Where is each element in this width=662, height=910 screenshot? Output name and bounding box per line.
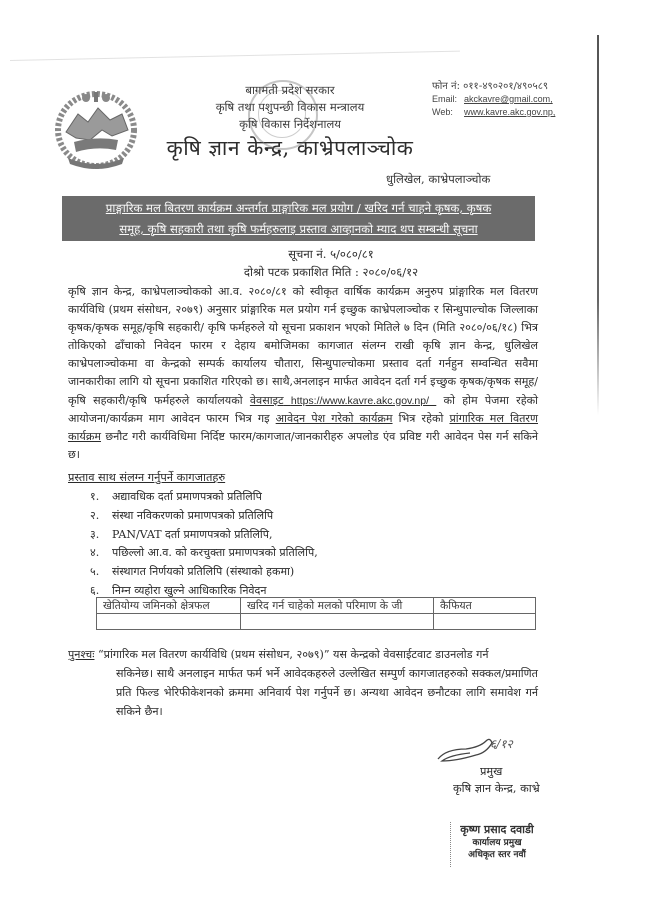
email-link[interactable]: akckavre@gmail.com, [464, 94, 553, 104]
page-edge-line [597, 35, 599, 415]
office-location: धुलिखेल, काभ्रेपलाञ्चोक [386, 172, 491, 186]
attachments-title: प्रस्ताव साथ संलग्न गर्नुपर्ने कागजातहरु [68, 471, 226, 484]
website-link[interactable]: www.kavre.akc.gov.np, [464, 107, 556, 117]
email-label: Email: [432, 94, 458, 104]
ministry-name: कृषि तथा पशुपन्छी विकास मन्त्रालय [215, 100, 365, 114]
contact-block [432, 80, 555, 119]
signatory-designation: प्रमुख [480, 765, 503, 778]
attachments-list [90, 488, 318, 601]
signatory-office: कृषि ज्ञान केन्द्र, काभ्रे [453, 782, 540, 795]
list-item: ४. पछिल्लो आ.व. को करचुक्ता प्रमाणपत्रको प्रतिलिपि, [90, 546, 318, 560]
submitted-program-link: आवेदन पेश गरेको कार्यक्रम [275, 411, 393, 425]
heading-line-2: समूह, कृषि सहकारी तथा कृषि फर्महरुलाइ प्रस्ताव आव्हानको म्याद थप सम्बन्धी सूचना [119, 222, 478, 236]
publication-date: दोश्रो पटक प्रकाशित मिति : २०८०/०६/१२ [243, 265, 419, 279]
website-label: वेवसाइट https://www.kavre.akc.gov.np/ [249, 393, 430, 407]
body-text-2: को होम पेजमा रहेको आयोजना/कार्यक्रम माग आवेदन फारम भित्र गइ [68, 393, 538, 425]
col-remarks: कैफियत [434, 598, 536, 614]
table-header-row [97, 598, 536, 614]
postscript-text-continued: सकिनेछ। साथै अनलाइन मार्फत फर्म भर्ने आवेदकहरुले उल्लेखित सम्पुर्ण कागजातहरुको सक्कल/प्रमाणित प्रति फिल्ड भेरिफीकेशनको क्रममा अनिवार्य पेश गर्नुपर्ने छ। अन्यथा आवेदन छनौटका लागि समावेश गर्न सकिने छैन। [116, 667, 538, 718]
col-land-area: खेतियोग्य जमिनको क्षेत्रफल [97, 598, 241, 614]
stamp-name: कृष्ण प्रसाद दवाडी [460, 823, 534, 836]
stamp-title: कार्यालय प्रमुख [472, 838, 522, 848]
table-row [97, 614, 536, 630]
table-cell [241, 614, 434, 630]
notice-heading-banner [62, 196, 535, 241]
body-text-4: छनौट गरी कार्यविधिमा निर्दिष्ट फारम/कागजात/जानकारीहरु अपलोड एंव प्रविष्ट गरी आवेदन पेस गर्न सकिने छ। [68, 429, 538, 461]
list-item: २. संस्था नविकरणको प्रमाणपत्रको प्रतिलिपि [90, 508, 274, 522]
table-cell [434, 614, 536, 630]
name-stamp [452, 823, 542, 861]
signature-date: ६/१२ [490, 737, 513, 751]
list-item: १. अद्यावधिक दर्ता प्रमाणपत्रको प्रतिलिपि [90, 490, 262, 503]
notice-number: सूचना नं. ५/०८०/८१ [288, 247, 374, 261]
application-table [96, 597, 536, 630]
organic-fertilizer-program-link: प्रांगारिक मल वितरण कार्यक्रम [68, 411, 538, 443]
website-url-link[interactable]: https://www.kavre.akc.gov.np/ [290, 394, 430, 407]
postscript-text: “प्रांगारिक मल वितरण कार्यविधि (प्रथम संसोधन, २०७९)” यस केन्द्रको वेवसाईटवाट डाउनलोड गर्न [98, 648, 489, 661]
table-cell [97, 614, 241, 630]
notice-body [68, 283, 538, 464]
heading-line-1: प्राङ्गारिक मल बितरण कार्यक्रम अन्तर्गत प्राङ्गारिक मल प्रयोग / खरिद गर्न चाहने कृषक, कृषक [105, 201, 492, 215]
phone-number: फोन नं: ०११-४९०२०१/४९०५८९ [432, 81, 549, 92]
list-item: ५. संस्थागत निर्णयको प्रतिलिपि (संस्थाको हकमा) [90, 565, 295, 579]
province-government: बागमती प्रदेश सरकार [245, 83, 335, 97]
list-item: ६. निम्न व्यहोरा खुल्ने आधिकारिक निवेदन [90, 583, 267, 597]
body-text-3: भित्र रहेको [392, 411, 450, 425]
nepal-emblem-icon [52, 80, 140, 172]
list-item: ३. PAN/VAT दर्ता प्रमाणपत्रको प्रतिलिपि, [90, 527, 273, 541]
scan-artifact-line [10, 51, 460, 61]
postscript-label: पुनश्चः [68, 648, 95, 661]
stamp-rank: अधिकृत स्तर नवौं [468, 850, 526, 860]
col-fertilizer-quantity: खरिद गर्न चाहेको मलको परिमाण के जी [241, 598, 434, 614]
web-label: Web: [432, 107, 453, 117]
office-seal-inner-ring [258, 90, 306, 138]
body-text-1: कृषि ज्ञान केन्द्र, काभ्रेपलाञ्चोकको आ.व. २०८०/८१ को स्वीकृत वार्षिक कार्यक्रम अनुरुप प्रांङ्गारिक मल वितरण कार्यविधि (प्रथम संसोधन, २०७९) अनुसार प्रांङ्गारिक मल प्रयोग गर्न इच्छुक काभ्रेपलाञ्चोक र सिन्धुपाल्चोक जिल्लाका कृषक/कृषक समूह/कृषि सहकारी/ कृषि फर्महरुले यो सूचना प्रकाशन भएको मितिले ७ दिन (मिति २०८०/०६/१८) भित्र तोकिएको ढाँचाको निवेदन फारम र देहाय बमोजिमका कागजात संलग्न राखी कृषि ज्ञान केन्द्र, धुलिखेल काभ्रेपलाञ्चोकमा वा केन्द्रको सम्पर्क कार्यालय चौतारा, सिन्धुपाल्चोकमा प्रस्ताव दर्ता गर्नहुन सम्वन्धित सवैमा जानकारीका लागि यो सूचना प्रकाशित गरिएको छ। साथै,अनलाइन मार्फत आवेदन दर्ता गर्न इच्छुक कृषक/कृषक समूह/कृषि सहकारी/कृषि फर्महरुले कार्यालयको [68, 285, 538, 407]
organization-name: कृषि ज्ञान केन्द्र, काभ्रेपलाञ्चोक [166, 136, 414, 160]
directorate-name: कृषि विकास निर्देशनालय [239, 117, 341, 131]
postscript [68, 645, 538, 721]
